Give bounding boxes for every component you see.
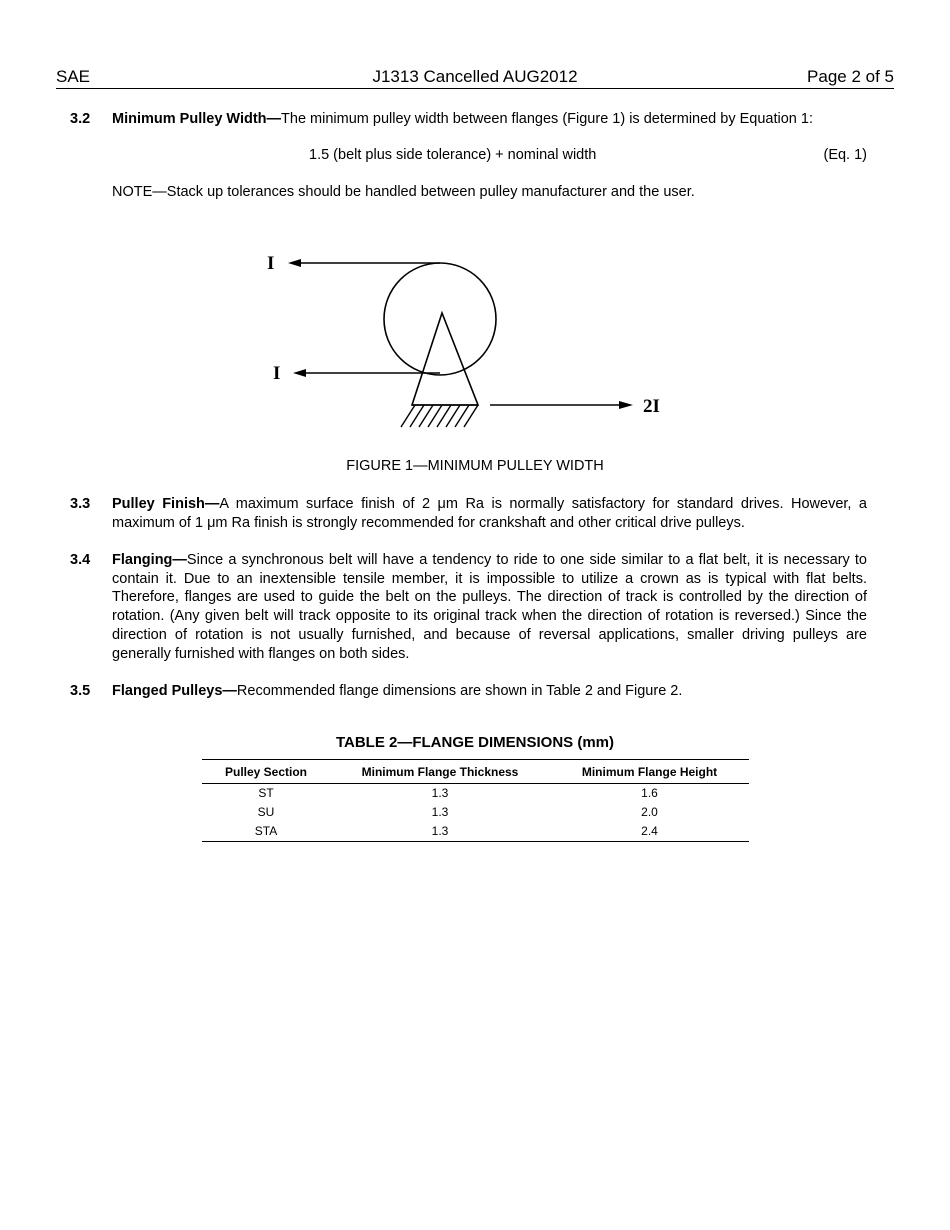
section-3-4: [70, 551, 867, 663]
arrow-head-resultant: [619, 401, 633, 409]
section-3-5: [70, 682, 867, 701]
label-tension-bottom: I: [273, 363, 281, 384]
column-header: Minimum Flange Height: [550, 760, 749, 784]
note: NOTE—Stack up tolerances should be handled between pulley manufacturer and the user.: [112, 184, 695, 200]
section-number: 3.4: [70, 552, 91, 568]
section-title: Pulley Finish—: [112, 496, 220, 512]
section-body: [112, 682, 867, 701]
table-cell: 1.6: [641, 786, 658, 800]
equation-label: (Eq. 1): [823, 147, 867, 163]
section-3-2: [70, 110, 867, 129]
table-title: TABLE 2—FLANGE DIMENSIONS (mm): [335, 734, 615, 751]
section-number: 3.2: [70, 111, 91, 127]
section-number: 3.5: [70, 683, 91, 699]
section-text: Recommended flange dimensions are shown in Table 2 and Figure 2.: [236, 683, 683, 699]
table-cell: STA: [254, 824, 278, 838]
table-row: [202, 822, 749, 842]
section-title: Minimum Pulley Width—: [112, 111, 282, 127]
support-triangle: [412, 313, 478, 405]
header-doc-id: J1313 Cancelled AUG2012: [372, 67, 578, 86]
section-text: The minimum pulley width between flanges (Figure 1) is determined by Equation 1:: [281, 111, 813, 127]
table-row: [202, 784, 749, 804]
label-tension-top: I: [267, 253, 275, 274]
table-cell: 1.3: [431, 824, 449, 838]
table-row: [202, 803, 749, 822]
arrow-head-bottom: [293, 369, 306, 377]
header-org: SAE: [56, 67, 91, 86]
column-header: Pulley Section: [202, 760, 330, 784]
arrow-head-top: [288, 259, 301, 267]
ground-hatch: [401, 405, 478, 427]
header-page-number: Page 2 of 5: [807, 67, 894, 86]
section-body: [112, 495, 867, 532]
equation: 1.5 (belt plus side tolerance) + nominal width: [309, 147, 597, 163]
label-resultant: 2I: [643, 396, 660, 417]
table-cell: 1.3: [431, 786, 449, 800]
table-cell: 2.4: [641, 824, 658, 838]
table-cell: 1.3: [431, 805, 449, 819]
section-3-3: [70, 495, 867, 532]
section-text: A maximum surface finish of 2 μm Ra is normally satisfactory for standard drives. However, a maximum of 1 μm Ra finish is strongly recommended for crankshaft and other critical drive pulleys.: [112, 496, 867, 531]
page-header: [56, 66, 894, 89]
section-title: Flanged Pulleys—: [112, 683, 237, 699]
flange-dimensions-table: [202, 759, 749, 842]
column-header: Minimum Flange Thickness: [330, 760, 550, 784]
table-header-row: [202, 760, 749, 784]
section-text: Since a synchronous belt will have a tendency to ride to one side similar to a flat belt, it is necessary to contain it. Due to an inextensible tensile member, it is impossible to utilize a crown as is typical with flat belts. Therefore, flanges are used to guide the belt on the pulleys. The direction of track is controlled by the direction of rotation. (Any given belt will track opposite to its original track when the direction of rotation is reversed.) Since the direction of rotation is not usually furnished, and because of reversal applications, smaller driving pulleys are generally furnished with flanges on both sides.: [112, 552, 867, 662]
table-cell: SU: [257, 805, 275, 819]
section-body: [112, 110, 867, 129]
table-cell: ST: [258, 786, 274, 800]
section-body: [112, 551, 867, 663]
section-title: Flanging—: [112, 552, 187, 568]
figure-caption: FIGURE 1—MINIMUM PULLEY WIDTH: [346, 458, 604, 474]
table-cell: 2.0: [641, 805, 658, 819]
section-number: 3.3: [70, 496, 91, 512]
figure-1-diagram: [255, 246, 675, 436]
